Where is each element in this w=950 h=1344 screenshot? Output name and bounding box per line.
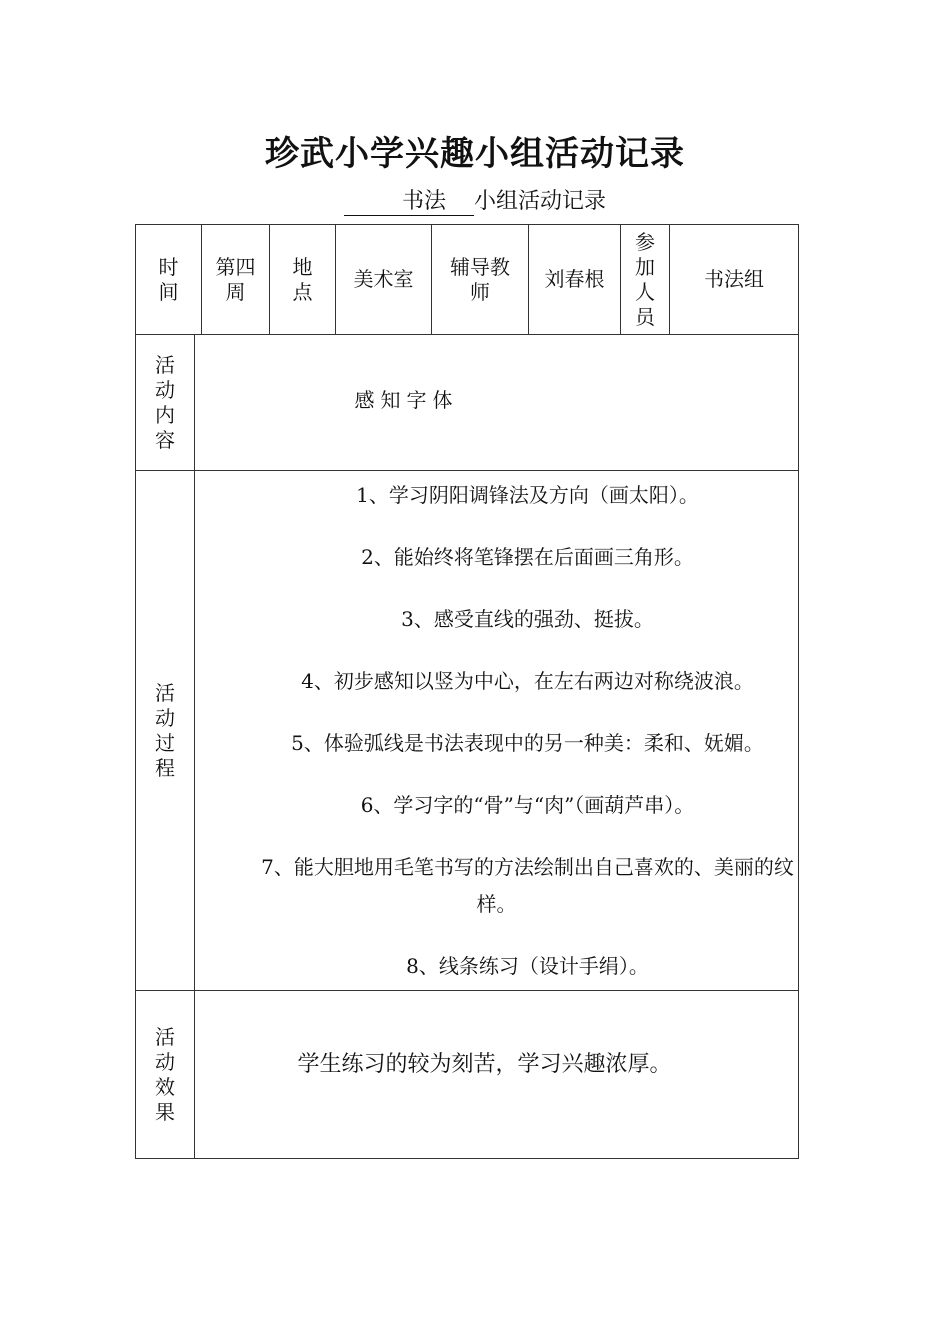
place-label: 地点	[292, 254, 313, 304]
time-label: 时间	[158, 254, 179, 304]
teacher-label-cell	[432, 225, 529, 335]
participants-value-cell	[670, 225, 799, 335]
table-header-row	[136, 225, 799, 335]
content-label-cell	[136, 335, 195, 471]
process-step: 4、初步感知以竖为中心，在左右两边对称绕波浪。	[301, 668, 754, 693]
process-step: 6、学习字的“骨”与“肉”（画葫芦串）。	[360, 792, 695, 817]
process-step: 8、线条练习（设计手绢）。	[406, 953, 649, 978]
process-step: 5、体验弧线是书法表现中的另一种美：柔和、妩媚。	[291, 730, 764, 755]
content-value-cell	[195, 335, 799, 471]
document-subtitle	[0, 184, 950, 216]
time-value: 第四周	[215, 254, 256, 304]
teacher-value-cell	[529, 225, 621, 335]
participants-value: 书法组	[704, 267, 764, 291]
effect-value-cell	[195, 991, 799, 1159]
teacher-label: 辅导教师	[450, 254, 510, 304]
process-step: 7、能大胆地用毛笔书写的方法绘制出自己喜欢的、美丽的纹样。	[261, 854, 794, 916]
activity-content-row	[136, 335, 799, 471]
group-name: 书法	[344, 184, 474, 216]
activity-process-row	[136, 471, 799, 991]
time-value-cell	[202, 225, 270, 335]
content-value: 感知字体	[354, 388, 459, 412]
content-label: 活动内容	[155, 352, 175, 452]
process-label-cell	[136, 471, 195, 991]
place-value-cell	[336, 225, 432, 335]
participants-label: 参加人员	[635, 229, 655, 329]
document-title: 珍武小学兴趣小组活动记录	[265, 134, 685, 174]
effect-value: 学生练习的较为刻苦，学习兴趣浓厚。	[297, 1052, 672, 1077]
process-step: 3、感受直线的强劲、挺拔。	[401, 606, 654, 631]
activity-effect-row	[136, 991, 799, 1159]
process-step: 1、学习阴阳调锋法及方向（画太阳）。	[356, 482, 699, 507]
time-label-cell	[136, 225, 202, 335]
participants-label-cell	[621, 225, 670, 335]
activity-record-table	[135, 224, 799, 1159]
teacher-value: 刘春根	[544, 267, 605, 291]
place-label-cell	[270, 225, 336, 335]
process-label: 活动过程	[155, 680, 175, 780]
process-step: 2、能始终将笔锋摆在后面画三角形。	[361, 544, 694, 569]
process-steps-cell	[195, 471, 799, 991]
place-value: 美术室	[353, 267, 414, 291]
subtitle-suffix: 小组活动记录	[473, 189, 606, 214]
effect-label-cell	[136, 991, 195, 1159]
effect-label: 活动效果	[155, 1024, 175, 1124]
